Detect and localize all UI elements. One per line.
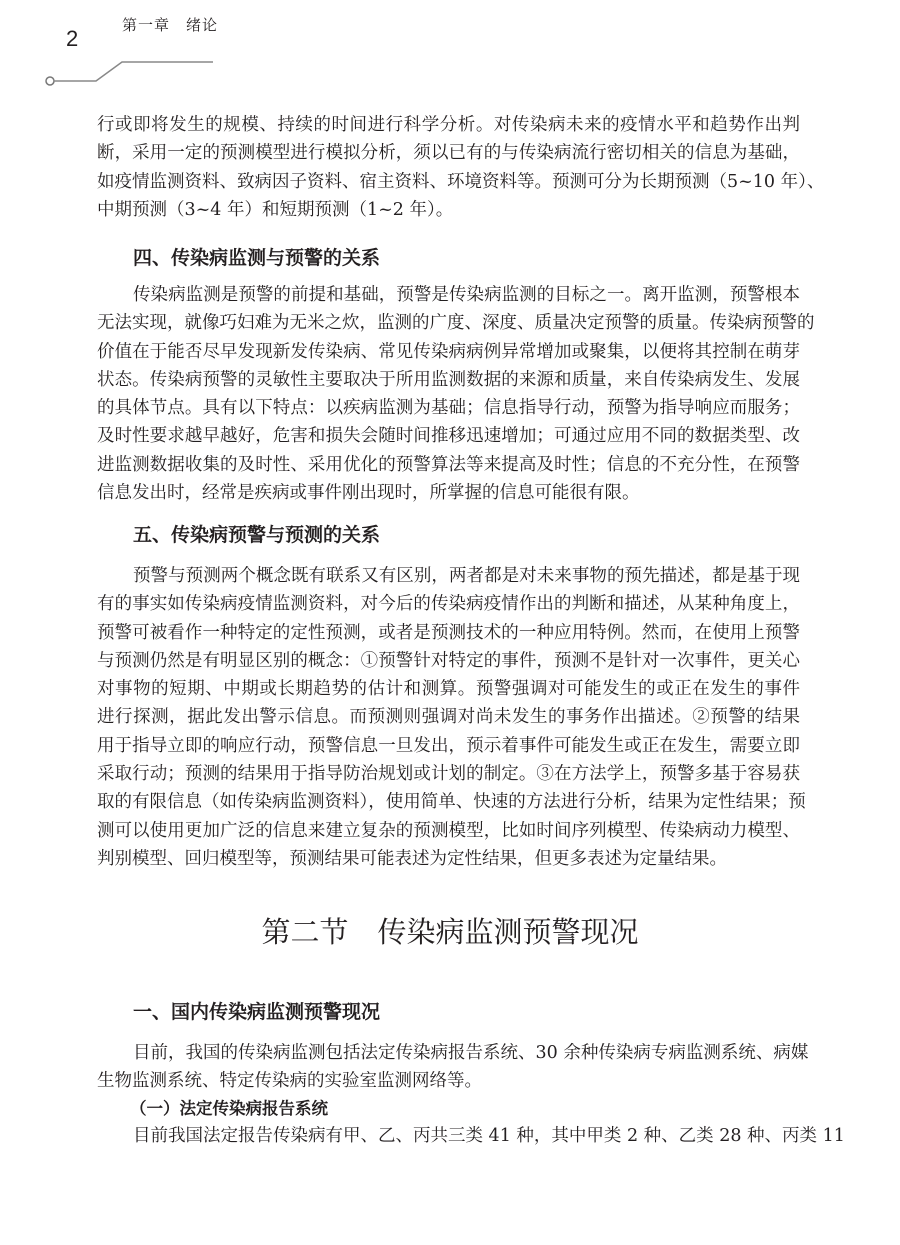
text-line: 取的有限信息（如传染病监测资料），使用简单、快速的方法进行分析，结果为定性结果；预 bbox=[97, 792, 806, 813]
text-line: 预警可被看作一种特定的定性预测，或者是预测技术的一种应用特例。然而，在使用上预警 bbox=[97, 622, 800, 643]
paragraph-domestic-monitoring bbox=[97, 1039, 809, 1096]
text-line: 状态。传染病预警的灵敏性主要取决于所用监测数据的来源和质量，来自传染病发生、发展 bbox=[97, 369, 800, 390]
page-number: 2 bbox=[66, 26, 79, 51]
text-line: 传染病监测是预警的前提和基础，预警是传染病监测的目标之一。离开监测，预警根本 bbox=[133, 285, 800, 305]
text-line: 判别模型、回归模型等，预测结果可能表述为定性结果，但更多表述为定量结果。 bbox=[97, 848, 727, 869]
text-line: 目前我国法定报告传染病有甲、乙、丙共三类 41 种，其中甲类 2 种、乙类 28 种、丙类 11 bbox=[133, 1126, 845, 1146]
text-line: 的具体节点。具有以下特点：以疾病监测为基础；信息指导行动，预警为指导响应而服务； bbox=[97, 398, 800, 419]
text-line: 进行探测，据此发出警示信息。而预测则强调对尚未发生的事务作出描述。②预警的结果 bbox=[97, 707, 800, 728]
text-line: 进监测数据收集的及时性、采用优化的预警算法等来提高及时性；信息的不充分性，在预警 bbox=[97, 454, 800, 475]
text-line: 用于指导立即的响应行动，预警信息一旦发出，预示着事件可能发生或正在发生，需要立即 bbox=[97, 735, 800, 756]
paragraph-notifiable-diseases bbox=[97, 1122, 845, 1150]
paragraph-prediction bbox=[97, 111, 825, 224]
paragraph-monitoring-warning bbox=[97, 281, 815, 507]
text-line: 断，采用一定的预测模型进行模拟分析，须以已有的与传染病流行密切相关的信息为基础， bbox=[97, 143, 800, 164]
text-line: 及时性要求越早越好，危害和损失会随时间推移迅速增加；可通过应用不同的数据类型、改 bbox=[97, 426, 800, 447]
section-title: 第二节 传染病监测预警现况 bbox=[261, 915, 639, 949]
subheading-notifiable-system: （一）法定传染病报告系统 bbox=[130, 1099, 328, 1118]
text-line: 无法实现，就像巧妇难为无米之炊，监测的广度、深度、质量决定预警的质量。传染病预警的 bbox=[97, 313, 815, 334]
text-line: 对事物的短期、中期或长期趋势的估计和测算。预警强调对可能发生的或正在发生的事件 bbox=[97, 679, 800, 700]
text-line: 预警与预测两个概念既有联系又有区别，两者都是对未来事物的预先描述，都是基于现 bbox=[133, 566, 800, 586]
paragraph-warning-prediction bbox=[97, 562, 806, 873]
text-line: 中期预测（3~4 年）和短期预测（1~2 年）。 bbox=[97, 199, 454, 220]
text-line: 价值在于能否尽早发现新发传染病、常见传染病病例异常增加或聚集，以便将其控制在萌芽 bbox=[97, 341, 800, 362]
running-header-chapter: 第一章 绪论 bbox=[122, 16, 219, 34]
text-line: 行或即将发生的规模、持续的时间进行科学分析。对传染病未来的疫情水平和趋势作出判 bbox=[97, 115, 800, 135]
heading-section-4: 四、传染病监测与预警的关系 bbox=[133, 247, 381, 269]
text-line: 生物监测系统、特定传染病的实验室监测网络等。 bbox=[97, 1071, 482, 1092]
text-line: 采取行动；预测的结果用于指导防治规划或计划的制定。③在方法学上，预警多基于容易获 bbox=[97, 764, 800, 785]
text-line: 目前，我国的传染病监测包括法定传染病报告系统、30 余种传染病专病监测系统、病媒 bbox=[133, 1043, 809, 1063]
text-line: 有的事实如传染病疫情监测资料，对今后的传染病疫情作出的判断和描述，从某种角度上， bbox=[97, 594, 800, 615]
text-line: 信息发出时，经常是疾病或事件刚出现时，所掌握的信息可能很有限。 bbox=[97, 483, 640, 504]
heading-section-5: 五、传染病预警与预测的关系 bbox=[133, 524, 381, 546]
text-line: 如疫情监测资料、致病因子资料、宿主资料、环境资料等。预测可分为长期预测（5~10 年）、 bbox=[97, 171, 825, 192]
text-line: 与预测仍然是有明显区别的概念：①预警针对特定的事件，预测不是针对一次事件，更关心 bbox=[97, 650, 800, 671]
text-line: 测可以使用更加广泛的信息来建立复杂的预测模型，比如时间序列模型、传染病动力模型、 bbox=[97, 820, 800, 841]
heading-domestic-status: 一、国内传染病监测预警现况 bbox=[133, 1001, 381, 1023]
